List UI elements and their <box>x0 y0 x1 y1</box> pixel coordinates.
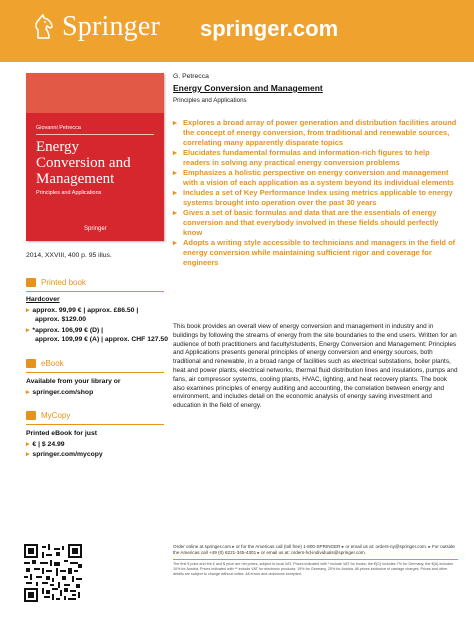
ebook-link[interactable] <box>26 388 93 396</box>
price-line <box>26 306 138 314</box>
book-author: G. Petrecca <box>173 73 209 80</box>
ebook-label: eBook <box>41 359 64 368</box>
fine-print: The first € price and the £ and $ price are net prices, subject to local VAT. Prices indicated with * include VAT for books; the €(D) includes 7% for Germany, the €(A) includes 10% for Austria. Prices indicated with ** include VAT for electronic products; 19% for Germany, 20% for Austria. All prices exclusive of carriage charges. Prices and other details are subject to change without notice. All errors and omissions excepted. <box>173 562 453 576</box>
mycopy-link[interactable] <box>26 450 103 458</box>
hardcover-label: Hardcover <box>26 296 60 303</box>
book-cover <box>26 73 164 241</box>
cover-top-band <box>26 73 164 113</box>
cover-subtitle: Principles and Applications <box>36 190 102 196</box>
mycopy-price <box>26 440 65 448</box>
arrow-icon: ▸ <box>26 307 30 314</box>
price-line <box>26 326 103 334</box>
site-link[interactable]: springer.com <box>200 16 339 41</box>
section-divider <box>26 372 164 373</box>
cover-publisher: Springer <box>84 226 107 232</box>
feature-item: ▸ Includes a set of Key Performance Index using metrics applicable to energy systems brought into operation over the past 30 years <box>173 188 458 208</box>
mycopy-price-text: € | $ 24.99 <box>32 441 65 448</box>
footer-divider <box>173 559 458 560</box>
brand-name: Springer <box>62 11 161 42</box>
mycopy-link-text: springer.com/mycopy <box>32 451 103 458</box>
feature-list <box>173 118 458 268</box>
mycopy-label: MyCopy <box>41 411 71 420</box>
price-line: approx. $129.00 <box>35 316 87 323</box>
header-bar <box>0 0 474 62</box>
ebook-heading <box>26 359 64 368</box>
book-icon <box>26 278 36 287</box>
cover-title <box>36 139 160 187</box>
springer-logo[interactable] <box>32 11 160 43</box>
ebook-link-text: springer.com/shop <box>32 389 94 396</box>
arrow-icon: ▸ <box>26 451 30 458</box>
cover-title-line: Energy <box>36 139 80 155</box>
book-subtitle: Principles and Applications <box>173 97 247 104</box>
cover-title-line: Management <box>36 171 115 187</box>
mycopy-icon <box>26 411 36 420</box>
section-divider <box>26 424 164 425</box>
horse-head-icon <box>32 14 56 40</box>
ebook-icon <box>26 359 36 368</box>
price-text: approx. 99,99 € | approx. £86.50 | <box>32 307 139 314</box>
cover-title-line: Conversion and <box>36 155 131 171</box>
mycopy-heading <box>26 411 70 420</box>
cover-author: Giovanni Petrecca <box>36 125 81 131</box>
order-info: Order online at springer.com ▸ or for the Americas call (toll free) 1-800-SPRINGER ▸ or email us at: orders-ny@springer.com. ▸ For outside the Americas call +49 (0) 6221-345-4301 ▸ or email us at: orders-hd-individuals@springer.com. <box>173 544 455 555</box>
printed-book-label: Printed book <box>41 278 86 287</box>
section-divider <box>26 291 164 292</box>
arrow-icon: ▸ <box>26 389 30 396</box>
feature-item: ▸ Adopts a writing style accessible to technicians and managers in the field of energy conversion while maintaining sufficient rigor and coverage for engineers <box>173 238 458 268</box>
printed-book-heading <box>26 278 86 287</box>
price-text: *approx. 106,99 € (D) | <box>32 327 104 334</box>
feature-item: ▸ Emphasizes a holistic perspective on energy conversion and management with a vision of each application as a system beyond its individual elements <box>173 168 458 188</box>
ebook-availability: Available from your library or <box>26 378 121 385</box>
mycopy-offer: Printed eBook for just <box>26 430 97 437</box>
feature-item: ▸ Elucidates fundamental formulas and information-rich figures to help readers in solving any practical energy conversion problems <box>173 148 458 168</box>
price-line: approx. 109,99 € (A) | approx. CHF 127.50 <box>35 336 168 343</box>
book-meta: 2014, XXVIII, 400 p. 95 illus. <box>26 252 112 259</box>
feature-item: ▸ Explores a broad array of power generation and distribution facilities around the concept of energy conversion, from traditional and renewable sources, correlating many apparently disparate topics <box>173 118 458 148</box>
book-title[interactable]: Energy Conversion and Management <box>173 83 323 93</box>
feature-item: ▸ Gives a set of basic formulas and data that are the essentials of energy conversion and that everybody involved in these fields should perfectly know <box>173 208 458 238</box>
book-description: This book provides an overall view of energy conversion and management in industry and in buildings by following the streams of energy from the site boundaries to the end users. Written for an audience of both practitioners and faculty/students, Energy Conversion and Management: Principles and Applications presents general principles of energy conversion and energy sources, both traditional and renewable, in a broad range of facilities such as electrical substations, boiler plants, heat and power plants, electrical networks, thermal fluid distribution lines and insulations, pumps and fans, air compressor systems, cooling plants, HVAC, lighting, and heat recovery plants. The book also examines principles of energy auditing and accounting, the correlation between energy and environment, and includes detail on the economic analysis of energy saving investment and education in the field of energy. <box>173 323 458 410</box>
cover-divider <box>36 134 154 135</box>
arrow-icon: ▸ <box>26 441 30 448</box>
qr-code[interactable] <box>24 544 82 602</box>
arrow-icon: ▸ <box>26 327 30 334</box>
